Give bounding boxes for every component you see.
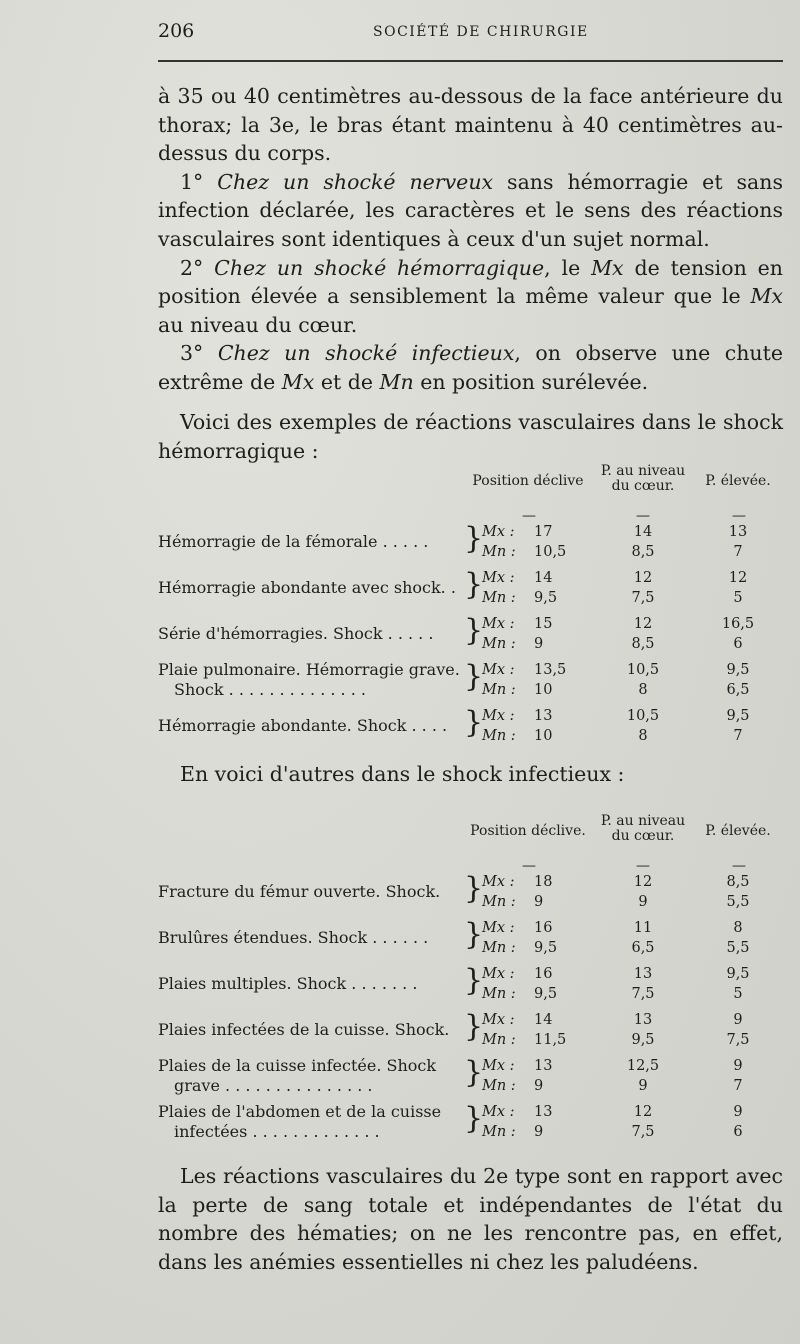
table-row <box>158 914 788 960</box>
brace: } <box>464 521 484 556</box>
value-elevee-mn: 7,5 <box>726 1032 750 1048</box>
value-elevee-mx: 9,5 <box>726 966 750 982</box>
value-declive-mx: 17 <box>534 524 553 540</box>
table-row <box>158 656 788 702</box>
row-label: Brulûres étendues. Shock . . . . . . <box>158 928 429 947</box>
value-coeur-mn: 9 <box>638 894 648 910</box>
mx-label: Mx : <box>482 1012 515 1028</box>
value-coeur-mx: 13 <box>633 966 653 982</box>
value-coeur-mn: 7,5 <box>631 986 655 1002</box>
value-coeur-mx: 13 <box>633 1012 653 1028</box>
intro-text <box>158 82 783 397</box>
header-rule <box>158 60 783 62</box>
mn-label: Mn : <box>482 1124 516 1140</box>
value-coeur-mx: 12 <box>633 616 653 632</box>
mx-label: Mx : <box>482 920 515 936</box>
table-row <box>158 1006 788 1052</box>
header-dash: — <box>732 858 746 874</box>
table-row <box>158 518 788 564</box>
value-declive-mx: 16 <box>534 966 553 982</box>
value-elevee-mx: 13 <box>728 524 748 540</box>
table-row <box>158 564 788 610</box>
value-declive-mn: 10 <box>534 682 553 698</box>
value-coeur-mx: 12 <box>633 874 653 890</box>
value-declive-mx: 13 <box>534 1058 553 1074</box>
table-row <box>158 1098 788 1144</box>
value-elevee-mx: 9 <box>733 1058 743 1074</box>
row-label: Série d'hémorragies. Shock . . . . . <box>158 624 434 643</box>
value-declive-mn: 9 <box>534 894 544 910</box>
value-declive-mn: 9 <box>534 636 544 652</box>
value-elevee-mn: 6,5 <box>726 682 750 698</box>
mn-label: Mn : <box>482 894 516 910</box>
value-declive-mx: 14 <box>534 570 553 586</box>
value-declive-mn: 9 <box>534 1078 544 1094</box>
header-declive: Position déclive <box>472 473 584 489</box>
page-number: 206 <box>158 20 195 42</box>
value-declive-mn: 11,5 <box>534 1032 567 1048</box>
item-3: 3° Chez un shocké infectieux, on observe une chute extrême de Mx et de Mn en position surélevée. <box>158 341 783 394</box>
mn-label: Mn : <box>482 940 516 956</box>
header-elevee: P. élevée. <box>705 473 771 489</box>
row-label: Plaies multiples. Shock . . . . . . . <box>158 974 418 993</box>
value-elevee-mx: 8,5 <box>726 874 750 890</box>
row-label: Plaies de l'abdomen et de la cuisse infectées . . . . . . . . . . . . . <box>158 1102 442 1141</box>
value-declive-mx: 13 <box>534 708 553 724</box>
header-dash: — <box>636 858 650 874</box>
mn-label: Mn : <box>482 1078 516 1094</box>
table-header <box>158 813 788 874</box>
mx-label: Mx : <box>482 616 515 632</box>
running-head: SOCIÉTÉ DE CHIRURGIE <box>373 24 589 40</box>
value-elevee-mn: 7 <box>733 728 743 744</box>
page-header <box>158 14 783 48</box>
mx-label: Mx : <box>482 874 515 890</box>
value-elevee-mn: 6 <box>733 1124 743 1140</box>
value-coeur-mx: 10,5 <box>626 708 660 724</box>
mn-label: Mn : <box>482 636 516 652</box>
value-declive-mx: 13 <box>534 1104 553 1120</box>
value-coeur-mx: 10,5 <box>626 662 660 678</box>
brace: } <box>464 613 484 648</box>
value-declive-mx: 15 <box>534 616 553 632</box>
mx-label: Mx : <box>482 1058 515 1074</box>
value-coeur-mx: 12,5 <box>626 1058 660 1074</box>
value-coeur-mx: 12 <box>633 570 653 586</box>
paragraph-conclusion: Les réactions vasculaires du 2e type sont en rapport avec la perte de sang totale et indépendantes de l'état du nombre des hématies; on ne les rencontre pas, en effet, dans les anémies essentielles ni chez les paludéens. <box>158 1164 783 1274</box>
mx-label: Mx : <box>482 966 515 982</box>
value-declive-mx: 18 <box>534 874 553 890</box>
value-declive-mn: 9,5 <box>534 940 558 956</box>
brace: } <box>464 1101 484 1136</box>
value-coeur-mx: 12 <box>633 1104 653 1120</box>
value-coeur-mn: 8 <box>638 682 648 698</box>
table-row <box>158 1052 788 1098</box>
value-elevee-mn: 7 <box>733 544 743 560</box>
mn-label: Mn : <box>482 1032 516 1048</box>
value-elevee-mn: 5,5 <box>726 894 750 910</box>
value-elevee-mx: 9 <box>733 1012 743 1028</box>
value-declive-mn: 10 <box>534 728 553 744</box>
brace: } <box>464 567 484 602</box>
mn-label: Mn : <box>482 590 516 606</box>
row-label: Hémorragie abondante avec shock. . <box>158 578 456 597</box>
value-coeur-mn: 9,5 <box>631 1032 655 1048</box>
table-infectious <box>158 814 788 1144</box>
value-declive-mx: 16 <box>534 920 553 936</box>
value-elevee-mn: 5,5 <box>726 940 750 956</box>
value-coeur-mn: 7,5 <box>631 1124 655 1140</box>
value-declive-mn: 10,5 <box>534 544 567 560</box>
paragraph-infectious: En voici d'autres dans le shock infectieux : <box>180 762 625 786</box>
table-header <box>158 463 788 524</box>
brace: } <box>464 659 484 694</box>
table-row <box>158 702 788 748</box>
value-elevee-mx: 9,5 <box>726 662 750 678</box>
table-row <box>158 960 788 1006</box>
brace: } <box>464 1009 484 1044</box>
value-coeur-mn: 7,5 <box>631 590 655 606</box>
header-elevee: P. élevée. <box>705 823 771 839</box>
value-coeur-mn: 8,5 <box>631 636 655 652</box>
row-label: Fracture du fémur ouverte. Shock. <box>158 882 441 901</box>
item-2: 2° Chez un shocké hémorragique, le Mx de tension en position élevée a sensiblement la même valeur que le Mx au niveau du cœur. <box>158 255 783 337</box>
value-elevee-mn: 5 <box>733 986 743 1002</box>
value-coeur-mn: 6,5 <box>631 940 655 956</box>
mn-label: Mn : <box>482 544 516 560</box>
header-coeur: P. au niveau du cœur. <box>600 463 686 494</box>
value-declive-mn: 9 <box>534 1124 544 1140</box>
value-elevee-mx: 9 <box>733 1104 743 1120</box>
value-declive-mx: 14 <box>534 1012 553 1028</box>
value-elevee-mx: 8 <box>733 920 743 936</box>
mx-label: Mx : <box>482 570 515 586</box>
mx-label: Mx : <box>482 662 515 678</box>
mn-label: Mn : <box>482 986 516 1002</box>
row-label: Hémorragie de la fémorale . . . . . <box>158 532 429 551</box>
value-declive-mn: 9,5 <box>534 590 558 606</box>
mn-label: Mn : <box>482 682 516 698</box>
brace: } <box>464 963 484 998</box>
value-coeur-mx: 14 <box>633 524 653 540</box>
value-elevee-mx: 9,5 <box>726 708 750 724</box>
header-dash: — <box>522 858 536 874</box>
intro-line: à 35 ou 40 centimètres au-dessous de la face antérieure du thorax; la 3e, le bras étant maintenu à 40 centimètres au- dessus du corps. <box>158 84 783 166</box>
value-declive-mn: 9,5 <box>534 986 558 1002</box>
header-dash: — <box>636 508 650 524</box>
row-label: Plaies de la cuisse infectée. Shock grave . . . . . . . . . . . . . . . <box>158 1056 437 1095</box>
table-row <box>158 868 788 914</box>
header-dash: — <box>522 508 536 524</box>
table-hemorrhagic <box>158 464 788 748</box>
table-row <box>158 610 788 656</box>
brace: } <box>464 705 484 740</box>
value-elevee-mx: 12 <box>728 570 748 586</box>
value-coeur-mn: 8 <box>638 728 648 744</box>
row-label: Plaies infectées de la cuisse. Shock. <box>158 1020 450 1039</box>
mx-label: Mx : <box>482 708 515 724</box>
row-label: Plaie pulmonaire. Hémorragie grave. Shock . . . . . . . . . . . . . . <box>158 660 460 699</box>
row-label: Hémorragie abondante. Shock . . . . <box>158 716 448 735</box>
mx-label: Mx : <box>482 524 515 540</box>
mn-label: Mn : <box>482 728 516 744</box>
paragraph-hemorrhagic: Voici des exemples de réactions vasculaires dans le shock hémorragique : <box>158 410 783 463</box>
value-declive-mx: 13,5 <box>534 662 567 678</box>
mx-label: Mx : <box>482 1104 515 1120</box>
brace: } <box>464 917 484 952</box>
value-elevee-mn: 6 <box>733 636 743 652</box>
value-coeur-mx: 11 <box>633 920 653 936</box>
value-coeur-mn: 9 <box>638 1078 648 1094</box>
item-1: 1° Chez un shocké nerveux sans hémorragie et sans infection déclarée, les caractères et le sens des réactions vasculaires sont identiques à ceux d'un sujet normal. <box>158 169 783 251</box>
value-coeur-mn: 8,5 <box>631 544 655 560</box>
value-elevee-mx: 16,5 <box>721 616 755 632</box>
value-elevee-mn: 5 <box>733 590 743 606</box>
value-elevee-mn: 7 <box>733 1078 743 1094</box>
header-dash: — <box>732 508 746 524</box>
header-declive: Position déclive. <box>470 823 586 839</box>
brace: } <box>464 871 484 906</box>
header-coeur: P. au niveau du cœur. <box>600 813 686 844</box>
brace: } <box>464 1055 484 1090</box>
